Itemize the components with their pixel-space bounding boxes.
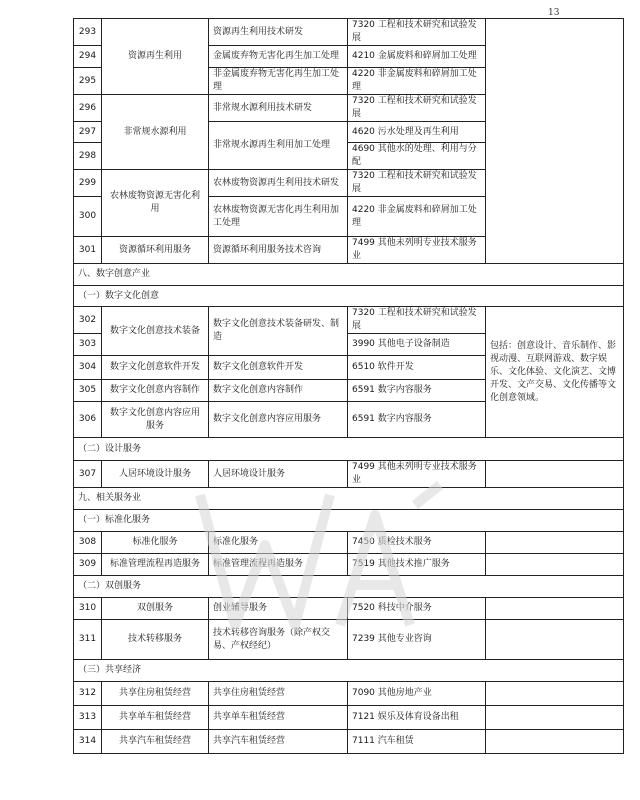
category-cell: 共享单车租赁经营 [102, 706, 209, 730]
industry-code-cell: 4210 金属废料和碎屑加工处理 [348, 46, 486, 68]
service-cell: 共享汽车租赁经营 [209, 730, 348, 754]
industry-code-cell: 7111 汽车租赁 [348, 730, 486, 754]
service-cell: 非常规水源利用技术研发 [209, 95, 348, 122]
row-number-cell: 306 [74, 402, 102, 438]
row-number-cell: 307 [74, 461, 102, 488]
industry-classification-table [73, 18, 624, 754]
table-row [74, 19, 624, 46]
note-cell [486, 682, 624, 706]
row-number-cell: 294 [74, 46, 102, 68]
category-cell: 技术转移服务 [102, 620, 209, 660]
service-cell: 非常规水源再生利用加工处理 [209, 122, 348, 170]
service-cell: 创业辅导服务 [209, 598, 348, 620]
row-number-cell: 313 [74, 706, 102, 730]
industry-code-cell: 4220 非金属废料和碎屑加工处理 [348, 197, 486, 237]
row-number-cell: 309 [74, 554, 102, 576]
industry-code-cell: 7499 其他未列明专业技术服务业 [348, 237, 486, 264]
industry-code-cell: 3990 其他电子设备制造 [348, 334, 486, 356]
category-cell: 数字文化创意内容制作 [102, 380, 209, 402]
category-cell: 标准管理流程再造服务 [102, 554, 209, 576]
service-cell: 金属废弃物无害化再生加工处理 [209, 46, 348, 68]
note-cell [486, 598, 624, 620]
row-number-cell: 299 [74, 170, 102, 197]
table-row [74, 307, 624, 334]
note-cell [486, 554, 624, 576]
section-row [74, 576, 624, 598]
service-cell: 人居环境设计服务 [209, 461, 348, 488]
service-cell: 数字文化创意内容应用服务 [209, 402, 348, 438]
section-heading: （一）标准化服务 [74, 510, 624, 532]
industry-code-cell: 7320 工程和技术研究和试验发展 [348, 95, 486, 122]
table-row [74, 554, 624, 576]
service-cell: 数字文化创意技术装备研发、制造 [209, 307, 348, 356]
table-row [74, 620, 624, 660]
section-heading: （三）共享经济 [74, 660, 624, 682]
industry-code-cell: 6591 数字内容服务 [348, 402, 486, 438]
category-cell: 非常规水源利用 [102, 95, 209, 170]
service-cell: 标准化服务 [209, 532, 348, 554]
table-row [74, 706, 624, 730]
row-number-cell: 295 [74, 68, 102, 95]
industry-code-cell: 7320 工程和技术研究和试验发展 [348, 307, 486, 334]
service-cell: 数字文化创意软件开发 [209, 356, 348, 380]
section-heading: （二）双创服务 [74, 576, 624, 598]
service-cell: 共享住房租赁经营 [209, 682, 348, 706]
category-cell: 数字文化创意内容应用服务 [102, 402, 209, 438]
section-row [74, 510, 624, 532]
section-row [74, 660, 624, 682]
row-number-cell: 298 [74, 143, 102, 170]
section-heading: （二）设计服务 [74, 438, 624, 461]
category-cell: 标准化服务 [102, 532, 209, 554]
industry-code-cell: 7320 工程和技术研究和试验发展 [348, 19, 486, 46]
service-cell: 资源再生利用技术研发 [209, 19, 348, 46]
note-cell [486, 620, 624, 660]
table-row [74, 532, 624, 554]
note-cell [486, 461, 624, 488]
category-cell: 数字文化创意软件开发 [102, 356, 209, 380]
category-cell: 共享住房租赁经营 [102, 682, 209, 706]
row-number-cell: 311 [74, 620, 102, 660]
industry-code-cell: 7519 其他技术推广服务 [348, 554, 486, 576]
table-row [74, 682, 624, 706]
industry-code-cell: 7121 娱乐及体育设备出租 [348, 706, 486, 730]
row-number-cell: 301 [74, 237, 102, 264]
industry-code-cell: 7239 其他专业咨询 [348, 620, 486, 660]
industry-code-cell: 6510 软件开发 [348, 356, 486, 380]
row-number-cell: 308 [74, 532, 102, 554]
row-number-cell: 312 [74, 682, 102, 706]
industry-code-cell: 7320 工程和技术研究和试验发展 [348, 170, 486, 197]
industry-code-cell: 7520 科技中介服务 [348, 598, 486, 620]
service-cell: 资源循环利用服务技术咨询 [209, 237, 348, 264]
category-cell: 资源循环利用服务 [102, 237, 209, 264]
section-heading: 九、相关服务业 [74, 488, 624, 510]
row-number-cell: 310 [74, 598, 102, 620]
section-row [74, 488, 624, 510]
category-cell: 双创服务 [102, 598, 209, 620]
row-number-cell: 303 [74, 334, 102, 356]
note-cell [486, 706, 624, 730]
service-cell: 标准管理流程再造服务 [209, 554, 348, 576]
service-cell: 技术转移咨询服务（除产权交易、产权经纪） [209, 620, 348, 660]
category-cell: 农林废物资源无害化利用 [102, 170, 209, 237]
row-number-cell: 293 [74, 19, 102, 46]
row-number-cell: 302 [74, 307, 102, 334]
table-row [74, 598, 624, 620]
section-heading: 八、数字创意产业 [74, 264, 624, 286]
note-cell [486, 730, 624, 754]
category-cell: 人居环境设计服务 [102, 461, 209, 488]
row-number-cell: 296 [74, 95, 102, 122]
row-number-cell: 304 [74, 356, 102, 380]
section-heading: （一）数字文化创意 [74, 286, 624, 307]
section-row [74, 264, 624, 286]
note-cell [486, 532, 624, 554]
service-cell: 农林废物资源再生利用技术研发 [209, 170, 348, 197]
category-cell: 数字文化创意技术装备 [102, 307, 209, 356]
row-number-cell: 314 [74, 730, 102, 754]
service-cell: 共享单车租赁经营 [209, 706, 348, 730]
industry-code-cell: 7450 质检技术服务 [348, 532, 486, 554]
note-cell: 包括：创意设计、音乐制作、影视动漫、互联网游戏、数字娱乐、文化体验、文化演艺、文博开发、文产交易、文化传播等文化创意领域。 [486, 307, 624, 438]
row-number-cell: 297 [74, 122, 102, 143]
row-number-cell: 305 [74, 380, 102, 402]
service-cell: 农林废物资源无害化再生利用加工处理 [209, 197, 348, 237]
industry-code-cell: 6591 数字内容服务 [348, 380, 486, 402]
industry-code-cell: 7499 其他未列明专业技术服务业 [348, 461, 486, 488]
category-cell: 共享汽车租赁经营 [102, 730, 209, 754]
table-row [74, 730, 624, 754]
note-cell-empty [486, 19, 624, 264]
service-cell: 数字文化创意内容制作 [209, 380, 348, 402]
industry-code-cell: 7090 其他房地产业 [348, 682, 486, 706]
industry-code-cell: 4220 非金属废料和碎屑加工处理 [348, 68, 486, 95]
page-number: 13 [548, 8, 560, 18]
row-number-cell: 300 [74, 197, 102, 237]
section-row [74, 286, 624, 307]
table-row [74, 461, 624, 488]
industry-code-cell: 4620 污水处理及再生利用 [348, 122, 486, 143]
category-cell: 资源再生利用 [102, 19, 209, 95]
section-row [74, 438, 624, 461]
service-cell: 非金属废弃物无害化再生加工处理 [209, 68, 348, 95]
industry-code-cell: 4690 其他水的处理、利用与分配 [348, 143, 486, 170]
